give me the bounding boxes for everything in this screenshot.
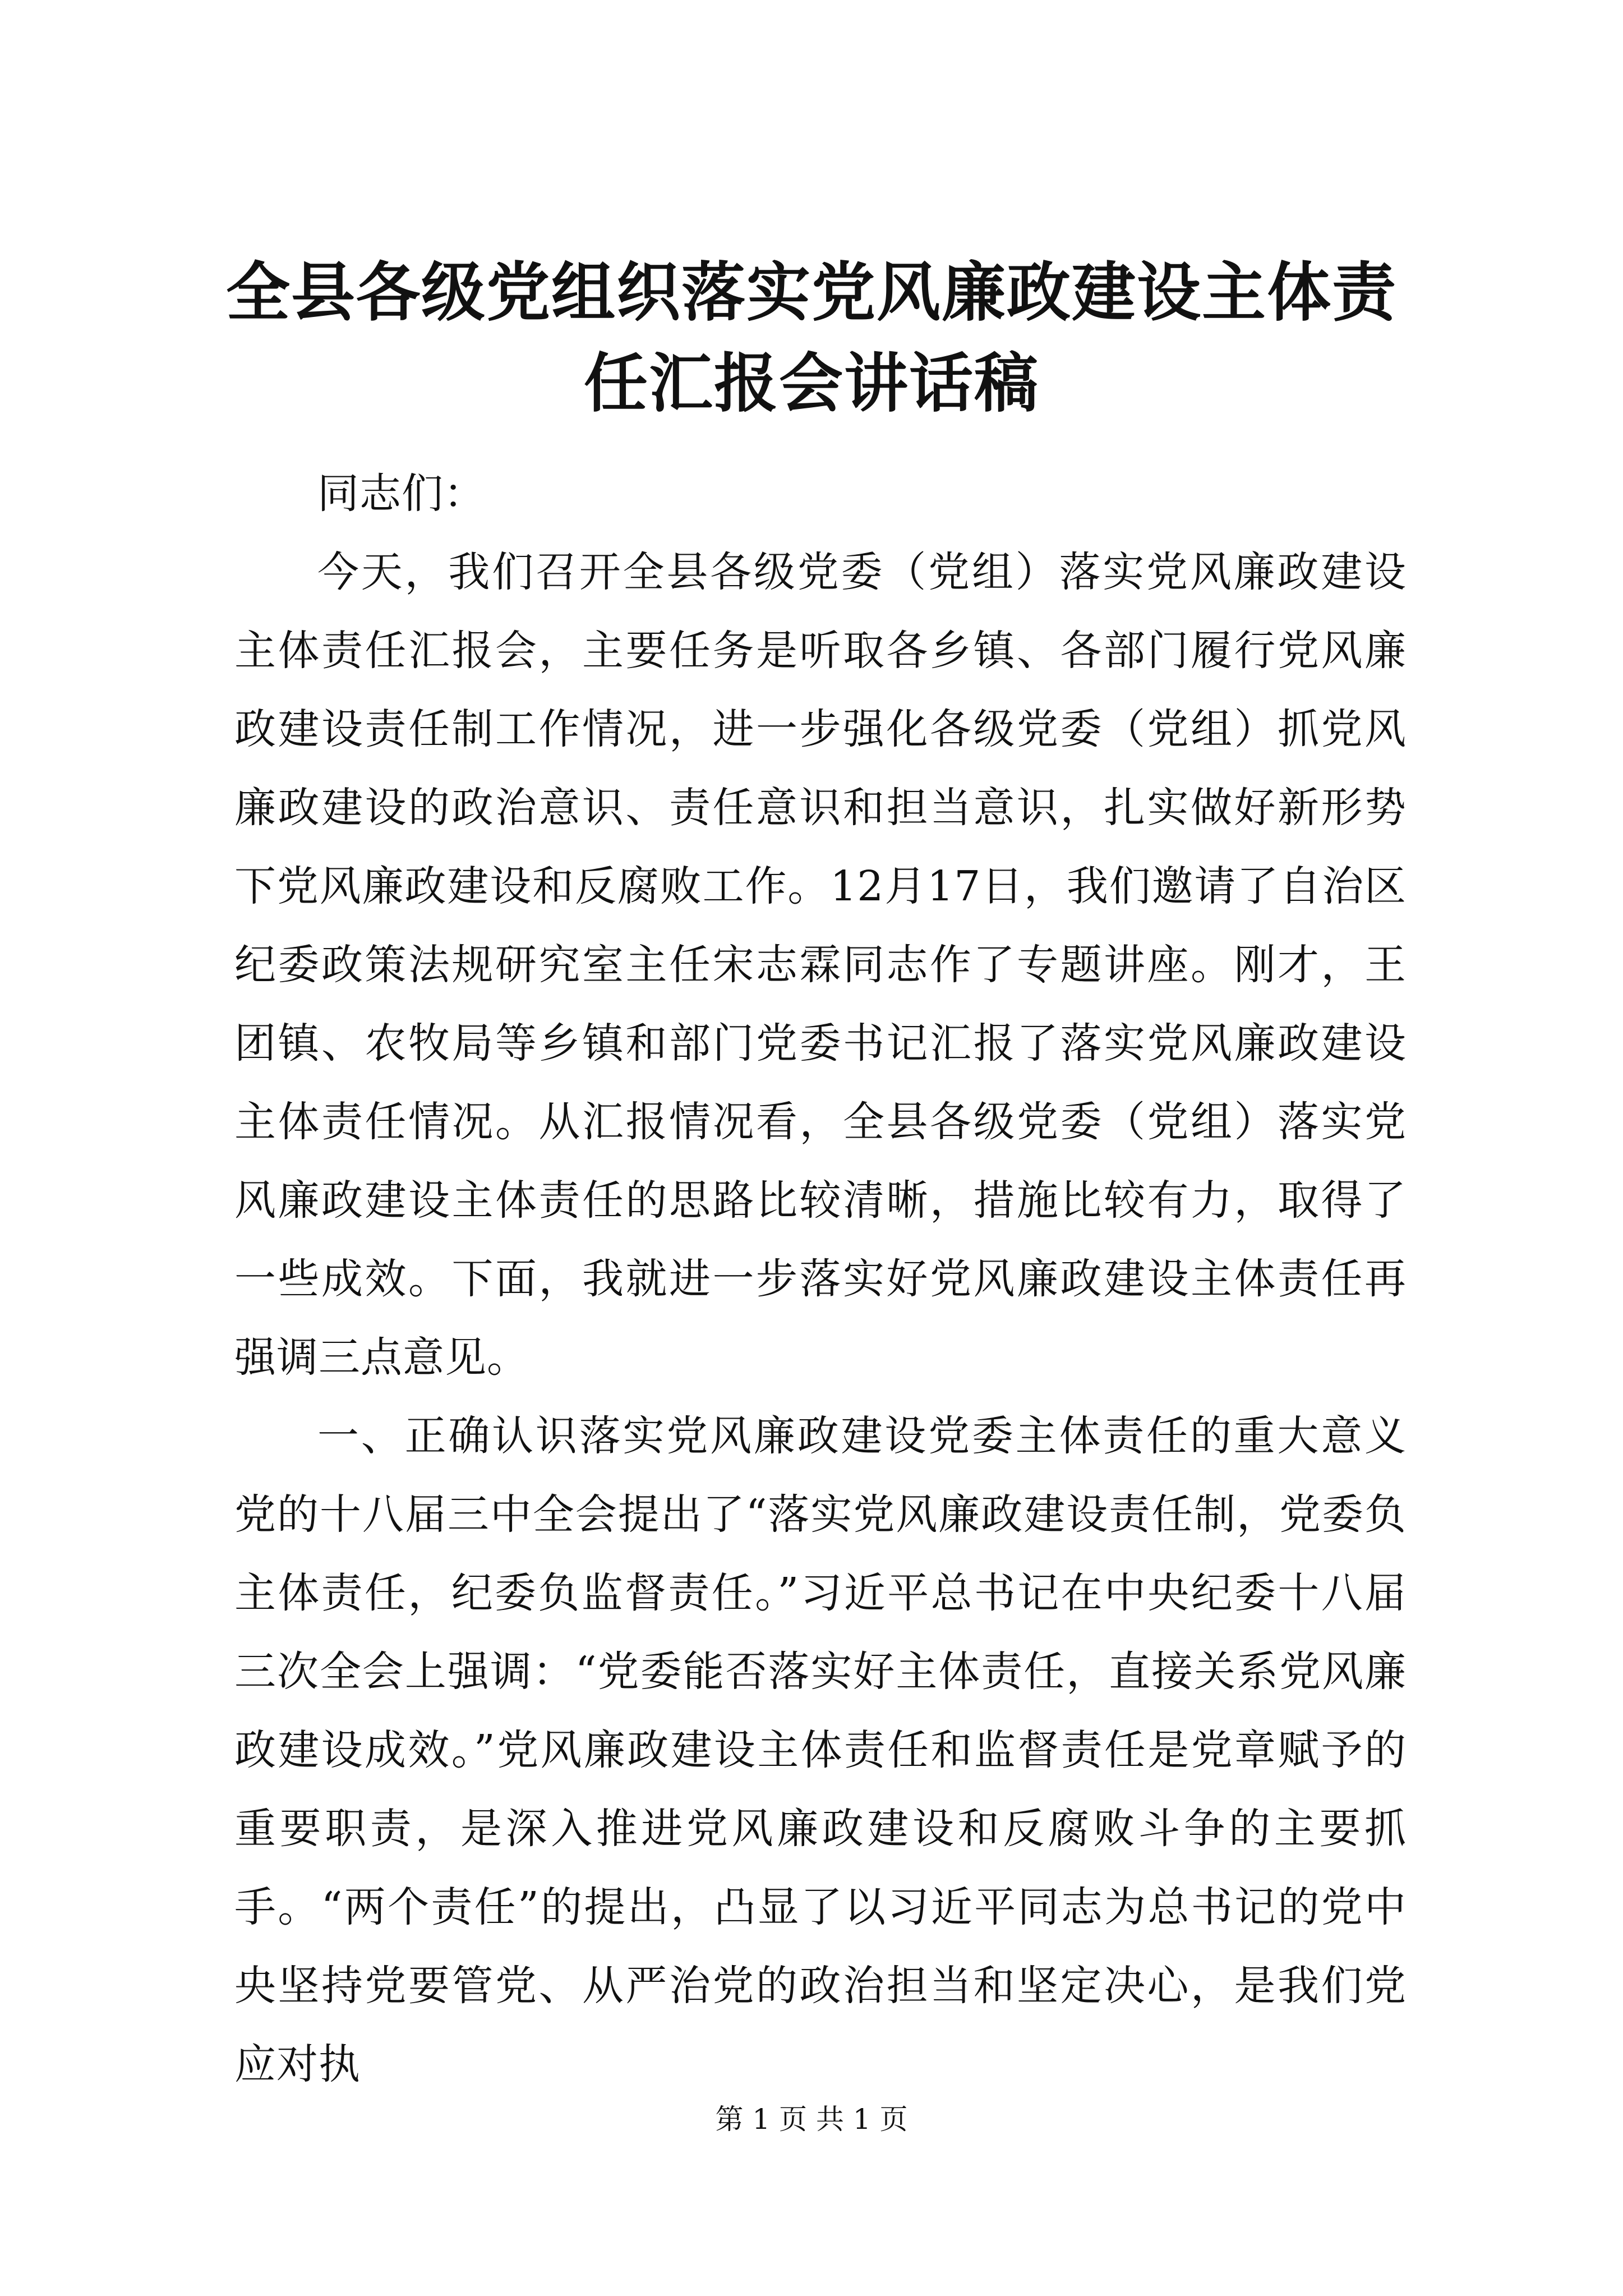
document-body — [234, 454, 1407, 2104]
paragraph-1: 今天，我们召开全县各级党委（党组）落实党风廉政建设主体责任汇报会，主要任务是听取各乡镇、各部门履行党风廉政建设责任制工作情况，进一步强化各级党委（党组）抓党风廉政建设的政治意识、责任意识和担当意识，扎实做好新形势下党风廉政建设和反腐败工作。12月17日，我们邀请了自治区纪委政策法规研究室主任宋志霖同志作了专题讲座。刚才，王团镇、农牧局等乡镇和部门党委书记汇报了落实党风廉政建设主体责任情况。从汇报情况看，全县各级党委（党组）落实党风廉政建设主体责任的思路比较清晰，措施比较有力，取得了一些成效。下面，我就进一步落实好党风廉政建设主体责任再强调三点意见。 — [234, 548, 1407, 1382]
document-title: 全县各级党组织落实党风廉政建设主体责任汇报会讲话稿 — [225, 255, 1397, 421]
paragraph-2: 一、正确认识落实党风廉政建设党委主体责任的重大意义党的十八届三中全会提出了“落实党风廉政建设责任制，党委负主体责任，纪委负监督责任。”习近平总书记在中央纪委十八届三次全会上强调：“党委能否落实好主体责任，直接关系党风廉政建设成效。”党风廉政建设主体责任和监督责任是党章赋予的重要职责，是深入推进党风廉政建设和反腐败斗争的主要抓手。“两个责任”的提出，凸显了以习近平同志为总书记的党中央坚持党要管党、从严治党的政治担当和坚定决心，是我们党应对执 — [234, 1412, 1407, 2088]
salutation: 同志们： — [317, 470, 486, 518]
page-footer: 第 1 页 共 1 页 — [715, 2103, 908, 2136]
